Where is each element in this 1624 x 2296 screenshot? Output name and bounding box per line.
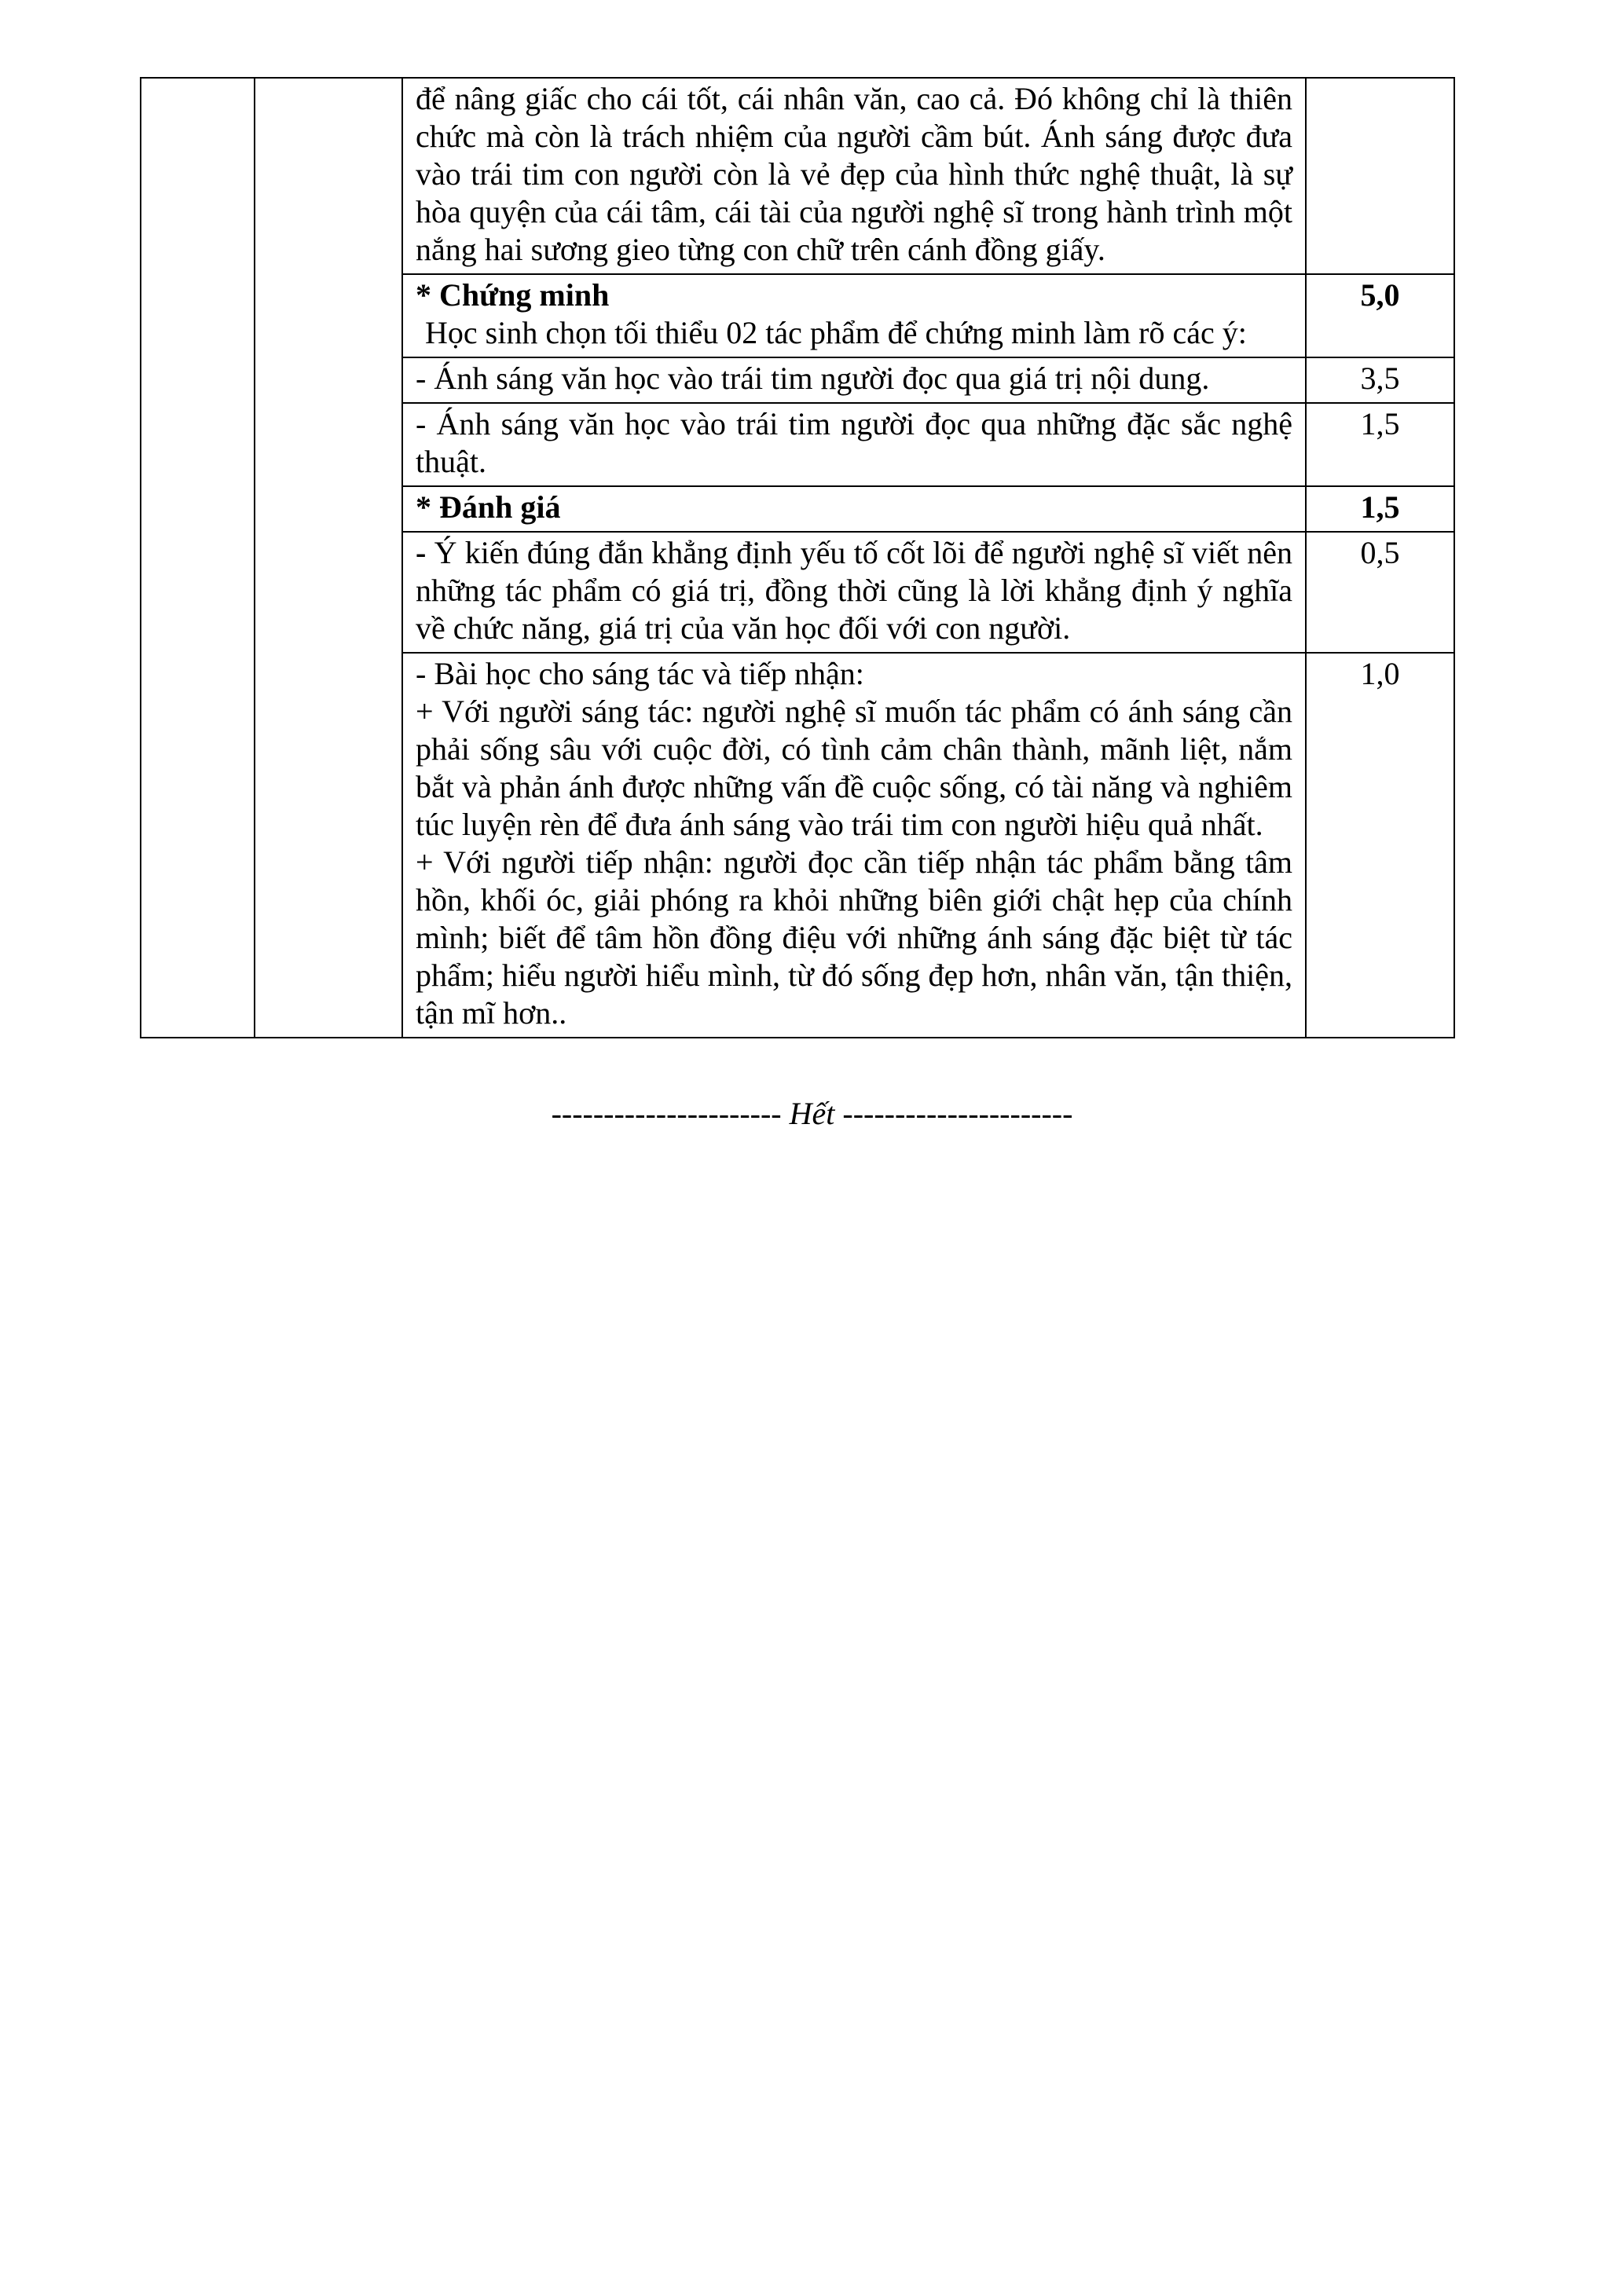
content-cell [402,274,1306,357]
dashes-left: ---------------------- [551,1096,790,1131]
table-row [141,78,1454,274]
dashes-right: ---------------------- [834,1096,1073,1131]
het-label: Hết [789,1096,835,1131]
score-cell: 3,5 [1306,357,1454,403]
y-kien-paragraph [416,534,1292,647]
score-cell: 5,0 [1306,274,1454,357]
bai-hoc-tiep-nhan: + Với người tiếp nhận: người đọc cần tiếp nhận tác phẩm bằng tâm hồn, khối óc, giải phóng ra khỏi những biên giới chật hẹp của chính mình; biết để tâm hồn đồng điệu với những ánh sáng đặc biệt từ tác phẩm; hiểu người hiểu mình, từ đó sống đẹp hơn, nhân văn, tận thiện, tận mĩ hơn.. [416,844,1292,1031]
y-kien-dash: - [416,535,427,570]
bai-hoc-sang-tac: + Với người sáng tác: người nghệ sĩ muốn tác phẩm có ánh sáng cần phải sống sâu với cuộc đời, có tình cảm chân thành, mãnh liệt, nắm bắt và phản ánh được những vấn đề cuộc sống, có tài năng và nghiêm túc luyện rèn để đưa ánh sáng vào trái tim con người hiệu quả nhất. [416,694,1292,842]
score-cell-empty [1306,78,1454,274]
content-cell [402,78,1306,274]
intro-text: để nâng giấc cho cái tốt, cái nhân văn, cao cả. Đó không chỉ là thiên chức mà còn là trách nhiệm của người cầm bút. Ánh sáng được đưa vào trái tim con người còn là vẻ đẹp của hình thức nghệ thuật, là sự hòa quyện của cái tâm, cái tài của người nghệ sĩ trong hành trình một nắng hai sương gieo từng con chữ trên cánh đồng giấy. [416,81,1292,267]
empty-cell-part [255,78,402,1038]
bai-hoc-heading: - Bài học cho sáng tác và tiếp nhận: [416,656,864,691]
chung-minh-subtext: Học sinh chọn tối thiểu 02 tác phẩm để chứng minh làm rõ các ý: [425,315,1247,350]
score-cell: 1,0 [1306,653,1454,1038]
chung-minh-heading: * Chứng minh [416,277,610,313]
score-cell: 0,5 [1306,532,1454,653]
content-cell [402,653,1306,1038]
y-kien-text: Ý kiến đúng đắn khẳng định yếu tố cốt lõi để người nghệ sĩ viết nên những tác phẩm có giá trị, đồng thời cũng là lời khẳng định ý nghĩa về chức năng, giá trị của văn học đối với con người. [416,535,1292,646]
content-cell [402,403,1306,486]
nghe-thuat-text: - Ánh sáng văn học vào trái tim người đọc qua những đặc sắc nghệ thuật. [416,406,1292,479]
danh-gia-heading: * Đánh giá [416,489,561,525]
content-cell [402,486,1306,532]
score-cell: 1,5 [1306,403,1454,486]
content-cell [402,357,1306,403]
noi-dung-text: - Ánh sáng văn học vào trái tim người đọc qua giá trị nội dung. [416,361,1210,396]
score-cell: 1,5 [1306,486,1454,532]
empty-cell-question [141,78,255,1038]
content-cell [402,532,1306,653]
grading-table [140,77,1455,1038]
end-of-document-marker [0,1095,1624,1133]
